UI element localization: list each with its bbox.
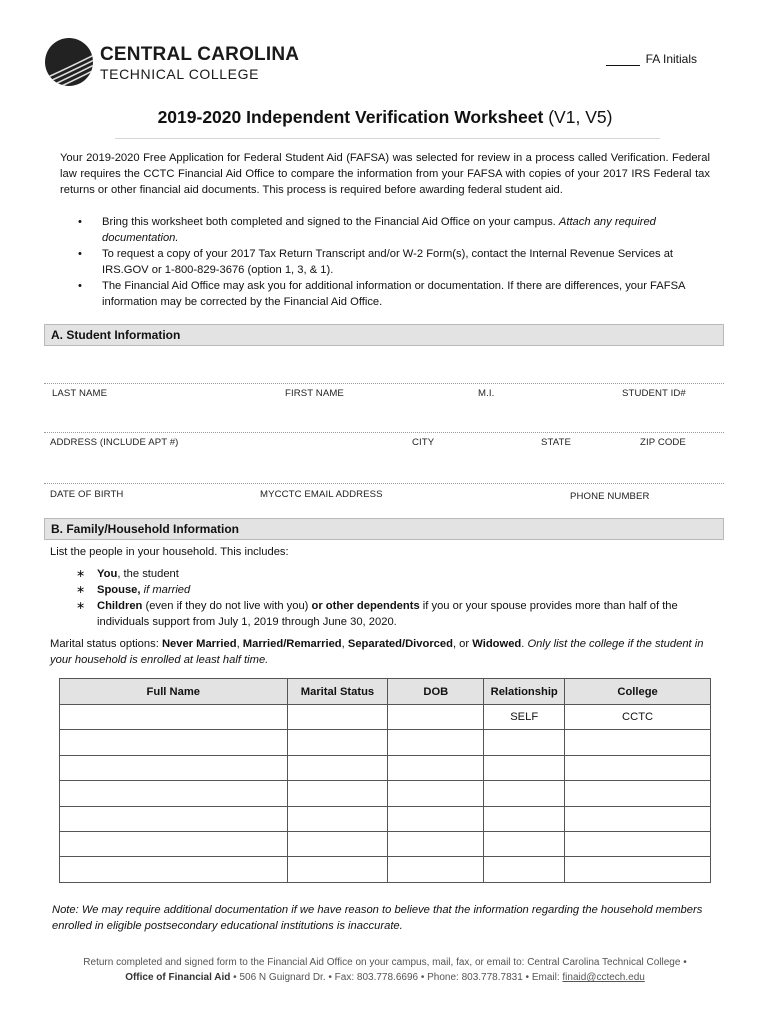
marital-separator: , xyxy=(236,638,243,650)
section-a-header: A. Student Information xyxy=(44,324,724,346)
field-row-line xyxy=(44,483,724,484)
footer-contact: • 506 N Guignard Dr. • Fax: 803.778.6696 • Phone: 803.778.7831 • Email: xyxy=(230,972,563,983)
marital-separator: , or xyxy=(452,638,473,650)
city-label: CITY xyxy=(412,437,435,448)
marital-separator: . xyxy=(521,638,528,650)
cell-marital-status[interactable] xyxy=(287,781,388,806)
cell-relationship[interactable] xyxy=(484,806,565,831)
fa-initials-line[interactable] xyxy=(606,54,640,66)
footer-email-link[interactable]: finaid@cctech.edu xyxy=(562,972,645,983)
college-subtitle: TECHNICAL COLLEGE xyxy=(100,66,260,82)
table-row xyxy=(60,831,711,856)
household-item xyxy=(60,566,710,582)
cell-full-name[interactable] xyxy=(60,730,288,755)
table-header-row xyxy=(60,679,711,705)
cell-college[interactable] xyxy=(565,781,711,806)
cell-dob[interactable] xyxy=(388,730,484,755)
cell-relationship: SELF xyxy=(484,705,565,730)
student-id-label: STUDENT ID# xyxy=(622,388,686,399)
intro-paragraph: Your 2019-2020 Free Application for Federal Student Aid (FAFSA) was selected for review in a process called Verification. Federal law requires the CCTC Financial Aid Office to compare the information from your FAFSA with copies of your 2017 IRS Federal tax returns or other financial aid documents. This process is required before awarding federal student aid. xyxy=(60,152,710,196)
fa-initials-field[interactable] xyxy=(606,52,697,66)
cell-relationship[interactable] xyxy=(484,755,565,780)
cell-full-name[interactable] xyxy=(60,705,288,730)
cell-dob[interactable] xyxy=(388,806,484,831)
marital-option: Separated/Divorced xyxy=(347,638,453,650)
footer-office: Office of Financial Aid xyxy=(125,972,231,983)
instruction-item xyxy=(60,214,710,246)
cell-marital-status[interactable] xyxy=(287,730,388,755)
cell-marital-status[interactable] xyxy=(287,857,388,882)
zip-code-label: ZIP CODE xyxy=(640,437,686,448)
cell-relationship[interactable] xyxy=(484,781,565,806)
instruction-text: The Financial Aid Office may ask you for additional information or documentation. If there are differences, your FAFSA information may be corrected by the Financial Aid Office. xyxy=(102,280,685,308)
marital-option: Married/Remarried xyxy=(242,638,342,650)
header-dob: DOB xyxy=(388,679,484,705)
marital-separator: , xyxy=(341,638,348,650)
cell-dob[interactable] xyxy=(388,831,484,856)
table-row xyxy=(60,806,711,831)
cell-college[interactable] xyxy=(565,730,711,755)
table-row xyxy=(60,755,711,780)
header-marital-status: Marital Status xyxy=(287,679,388,705)
address-label: ADDRESS (INCLUDE APT #) xyxy=(50,437,179,448)
marital-note: Only list the college if the student in your household is enrolled at least half time. xyxy=(50,638,704,666)
household-item-bold: You xyxy=(97,568,118,580)
cell-full-name[interactable] xyxy=(60,755,288,780)
title-version: (V1, V5) xyxy=(548,107,613,127)
table-row xyxy=(60,730,711,755)
cell-college[interactable] xyxy=(565,857,711,882)
household-item-italic: if married xyxy=(143,584,191,596)
field-row-line xyxy=(44,383,724,384)
cell-marital-status[interactable] xyxy=(287,705,388,730)
cell-college[interactable] xyxy=(565,806,711,831)
cell-marital-status[interactable] xyxy=(287,831,388,856)
household-item-text: if you or your spouse provides more than half of the individuals support from July 1, 2019 through June 30, 2020. xyxy=(97,600,678,628)
middle-initial-label: M.I. xyxy=(478,388,495,399)
cell-full-name[interactable] xyxy=(60,857,288,882)
household-item xyxy=(60,598,710,630)
college-logo-icon xyxy=(44,37,94,87)
cell-relationship[interactable] xyxy=(484,831,565,856)
page-title xyxy=(0,107,770,128)
cell-dob[interactable] xyxy=(388,857,484,882)
table-row xyxy=(60,857,711,882)
date-of-birth-label: DATE OF BIRTH xyxy=(50,489,124,500)
instruction-item xyxy=(60,246,710,278)
phone-number-label: PHONE NUMBER xyxy=(570,491,650,502)
marital-option: Never Married xyxy=(161,638,237,650)
marital-status-options xyxy=(50,636,722,668)
documentation-note: Note: We may require additional documentation if we have reason to believe that the information regarding the household members enrolled in eligible postsecondary educational institutions is inaccurate. xyxy=(52,904,703,932)
fa-initials-label: FA Initials xyxy=(645,52,697,66)
cell-marital-status[interactable] xyxy=(287,806,388,831)
cell-marital-status[interactable] xyxy=(287,755,388,780)
page-footer xyxy=(0,955,770,985)
title-main: 2019-2020 Independent Verification Worksheet xyxy=(157,107,544,127)
section-b-header: B. Family/Household Information xyxy=(44,518,724,540)
instruction-item xyxy=(60,278,710,310)
household-item-bold: or other dependents xyxy=(311,600,420,612)
email-address-label: MYCCTC EMAIL ADDRESS xyxy=(260,489,383,500)
cell-college[interactable] xyxy=(565,831,711,856)
marital-option: Widowed xyxy=(472,638,522,650)
household-item-text: (even if they do not live with you) xyxy=(142,600,312,612)
household-item-bold: Children xyxy=(97,600,143,612)
cell-college[interactable] xyxy=(565,755,711,780)
last-name-label: LAST NAME xyxy=(52,388,108,399)
marital-prefix: Marital status options: xyxy=(50,638,162,650)
instruction-list xyxy=(60,214,710,310)
table-row xyxy=(60,781,711,806)
title-divider xyxy=(115,138,660,139)
footer-line-1: Return completed and signed form to the Financial Aid Office on your campus, mail, fax, or email to: Central Carolina Technical College • xyxy=(83,957,687,968)
header-relationship: Relationship xyxy=(484,679,565,705)
state-label: STATE xyxy=(541,437,571,448)
cell-college: CCTC xyxy=(565,705,711,730)
household-item xyxy=(60,582,710,598)
header-full-name: Full Name xyxy=(60,679,288,705)
first-name-label: FIRST NAME xyxy=(285,388,344,399)
cell-relationship[interactable] xyxy=(484,730,565,755)
cell-full-name[interactable] xyxy=(60,831,288,856)
cell-dob[interactable] xyxy=(388,781,484,806)
cell-full-name[interactable] xyxy=(60,806,288,831)
household-list-intro: List the people in your household. This includes: xyxy=(50,546,289,558)
household-item-text: , the student xyxy=(117,568,179,580)
footer-line-2 xyxy=(0,970,770,985)
cell-dob[interactable] xyxy=(388,705,484,730)
cell-dob[interactable] xyxy=(388,755,484,780)
household-table xyxy=(59,678,711,883)
header-college: College xyxy=(565,679,711,705)
instruction-text: To request a copy of your 2017 Tax Return Transcript and/or W-2 Form(s), contact the Internal Revenue Services at IRS.GOV or 1-800-829-3676 (option 1, 3, & 1). xyxy=(102,248,674,276)
college-name: CENTRAL CAROLINA xyxy=(100,44,300,65)
cell-full-name[interactable] xyxy=(60,781,288,806)
table-row xyxy=(60,705,711,730)
instruction-text: Bring this worksheet both completed and signed to the Financial Aid Office on your campus. xyxy=(102,216,559,228)
household-members-list xyxy=(60,566,710,630)
cell-relationship[interactable] xyxy=(484,857,565,882)
household-item-bold: Spouse, xyxy=(97,584,141,596)
field-row-line xyxy=(44,432,724,433)
instruction-emphasis: Attach any required documentation. xyxy=(102,216,656,244)
